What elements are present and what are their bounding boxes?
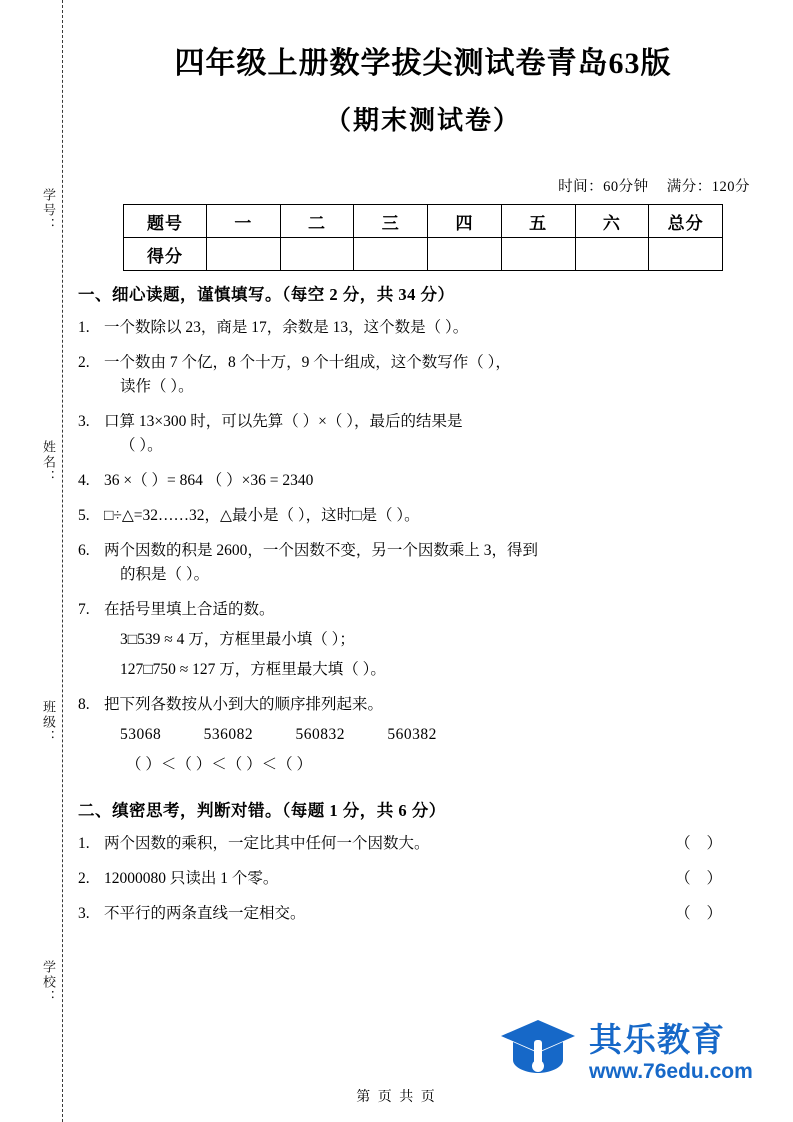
question-1-8 xyxy=(78,693,768,777)
question-text-line2: （ ）。 xyxy=(120,437,163,455)
margin-divider xyxy=(62,0,63,1122)
section-1-heading: 一、细心读题，谨慎填写。（每空 2 分，共 34 分） xyxy=(78,285,455,304)
score-table-score-label: 得分 xyxy=(124,238,207,271)
score-cell-total[interactable] xyxy=(649,238,723,271)
question-number: 2. xyxy=(78,354,90,372)
score-cell-4[interactable] xyxy=(428,238,502,271)
question-text-line1: 把下列各数按从小到大的顺序排列起来。 xyxy=(104,696,384,714)
question-number: 8. xyxy=(78,696,90,714)
score-table-header-5: 五 xyxy=(501,205,575,238)
true-false-blank[interactable]: （ ） xyxy=(675,835,728,853)
question-1-6 xyxy=(78,539,768,587)
question-number: 3. xyxy=(78,413,90,431)
number-item-1: 53068 xyxy=(120,726,162,744)
side-label-class: 班级： xyxy=(41,700,56,745)
score-table xyxy=(123,204,723,271)
question-1-5 xyxy=(78,504,768,528)
number-item-4: 560382 xyxy=(387,726,437,744)
question-text-line1: 一个数由 7 个亿，8 个十万，9 个十组成，这个数写作（ ）， xyxy=(104,354,511,372)
question-1-3 xyxy=(78,410,768,458)
score-table-header-2: 二 xyxy=(280,205,354,238)
question-1-1 xyxy=(78,316,768,340)
logo-brand-text: 其乐教育 xyxy=(589,1021,725,1058)
question-number: 6. xyxy=(78,542,90,560)
page-subtitle: （期末测试卷） xyxy=(324,106,521,135)
table-row xyxy=(124,205,723,238)
true-false-blank[interactable]: （ ） xyxy=(675,870,728,888)
graduation-cap-icon xyxy=(497,1016,579,1078)
watermark-logo xyxy=(497,1012,767,1096)
total-score: 满分：120分 xyxy=(666,179,750,195)
question-text-line3: 127□750 ≈ 127 万，方框里最大填（ ）。 xyxy=(120,661,386,679)
question-2-2 xyxy=(78,867,768,891)
question-number-list xyxy=(104,723,768,747)
question-text: 12000080 只读出 1 个零。 xyxy=(104,870,279,888)
side-label-student-id: 学号： xyxy=(41,188,56,233)
question-text: 两个因数的乘积，一定比其中任何一个因数大。 xyxy=(104,835,430,853)
question-1-7 xyxy=(78,598,768,682)
table-row xyxy=(124,238,723,271)
side-label-name: 姓名： xyxy=(41,440,56,485)
question-text-line2: 的积是（ ）。 xyxy=(120,566,210,584)
question-text-line1: 两个因数的积是 2600，一个因数不变，另一个因数乘上 3，得到 xyxy=(104,542,539,560)
section-2-heading: 二、缜密思考，判断对错。（每题 1 分，共 6 分） xyxy=(78,801,446,821)
question-number: 4. xyxy=(78,472,90,490)
score-table-header-6: 六 xyxy=(575,205,649,238)
question-answer-blanks[interactable]: （ ）＜（ ）＜（ ）＜（ ） xyxy=(126,756,313,774)
score-cell-2[interactable] xyxy=(280,238,354,271)
score-cell-6[interactable] xyxy=(575,238,649,271)
score-table-header-1: 一 xyxy=(207,205,281,238)
question-number: 1. xyxy=(78,835,90,853)
question-text: 36 ×（ ）= 864 （ ）×36 = 2340 xyxy=(104,472,314,490)
document-content xyxy=(78,0,768,926)
exam-meta xyxy=(78,175,768,196)
question-text-line1: 口算 13×300 时，可以先算（ ）×（ ），最后的结果是 xyxy=(104,413,463,431)
score-table-header-label: 题号 xyxy=(124,205,207,238)
question-text: □÷△=32……32，△最小是（ ），这时□是（ ）。 xyxy=(104,507,420,525)
score-table-header-4: 四 xyxy=(428,205,502,238)
page-footer: 第 页 共 页 xyxy=(356,1090,437,1105)
number-item-2: 536082 xyxy=(203,726,254,744)
question-text-line2: 读作（ ）。 xyxy=(120,378,194,396)
question-text: 一个数除以 23，商是 17，余数是 13，这个数是（ ）。 xyxy=(104,319,469,336)
question-number: 2. xyxy=(78,870,90,888)
question-number: 3. xyxy=(78,905,90,923)
question-1-4 xyxy=(78,469,768,493)
score-table-header-total: 总分 xyxy=(649,205,723,238)
score-cell-3[interactable] xyxy=(354,238,428,271)
question-number: 5. xyxy=(78,507,90,525)
question-2-3 xyxy=(78,902,768,926)
time-limit: 时间：60分钟 xyxy=(558,179,649,195)
page-title: 四年级上册数学拔尖测试卷青岛63版 xyxy=(174,47,672,80)
true-false-blank[interactable]: （ ） xyxy=(675,905,728,923)
question-text-line2: 3□539 ≈ 4 万，方框里最小填（ ）； xyxy=(120,631,355,649)
logo-url-text: www.76edu.com xyxy=(589,1060,753,1083)
side-label-column xyxy=(24,0,58,1122)
question-number: 7. xyxy=(78,601,90,619)
side-label-school: 学校： xyxy=(41,960,56,1005)
score-cell-1[interactable] xyxy=(207,238,281,271)
question-text: 不平行的两条直线一定相交。 xyxy=(104,905,306,923)
question-2-1 xyxy=(78,832,768,856)
score-cell-5[interactable] xyxy=(501,238,575,271)
question-1-2 xyxy=(78,351,768,399)
score-table-header-3: 三 xyxy=(354,205,428,238)
number-item-3: 560832 xyxy=(295,726,345,744)
question-number: 1. xyxy=(78,319,90,336)
question-text-line1: 在括号里填上合适的数。 xyxy=(104,601,275,619)
